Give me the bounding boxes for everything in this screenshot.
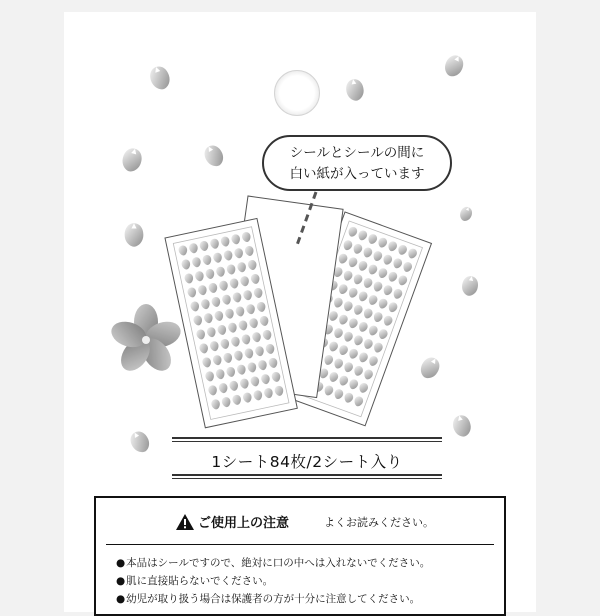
caution-item: ● 幼児が取り扱う場合は保護者の方が十分に注意してください。 (116, 590, 430, 608)
warning-icon (176, 514, 194, 530)
sheet-count-text: 1シート84枚/2シート入り (211, 453, 403, 471)
sakura-petal-icon (147, 64, 173, 92)
caution-item: ● 肌に直接貼らないでください。 (116, 572, 430, 590)
caution-subheading: よくお読みください。 (324, 516, 434, 529)
caution-heading (176, 512, 289, 531)
caution-divider (106, 544, 494, 545)
divider-bottom-thin (172, 478, 442, 479)
sakura-petal-icon (442, 53, 467, 80)
sakura-petal-icon (451, 413, 473, 438)
divider-top (172, 437, 442, 439)
callout-bubble (262, 135, 452, 191)
sakura-petal-icon (345, 78, 366, 102)
sakura-petal-icon (127, 428, 153, 455)
divider-bottom (172, 474, 442, 476)
sakura-petal-icon (201, 142, 227, 169)
sakura-petal-icon (125, 223, 144, 246)
sakura-petal-icon (460, 275, 479, 297)
sakura-petal-icon (120, 146, 144, 173)
sakura-petal-icon (417, 354, 443, 381)
divider-top-thin (172, 441, 442, 442)
hang-hole (274, 70, 320, 116)
caution-item: ● 本品はシールですので、絶対に口の中へは入れないでください。 (116, 554, 430, 572)
caution-heading-text: ご使用上の注意 (198, 516, 290, 531)
callout-line-1: シールとシールの間に (289, 145, 425, 161)
callout-line-2: 白い紙が入っています (289, 166, 425, 182)
caution-box (94, 496, 506, 616)
sakura-petal-icon (458, 205, 474, 222)
sakura-flower-icon (108, 304, 184, 376)
